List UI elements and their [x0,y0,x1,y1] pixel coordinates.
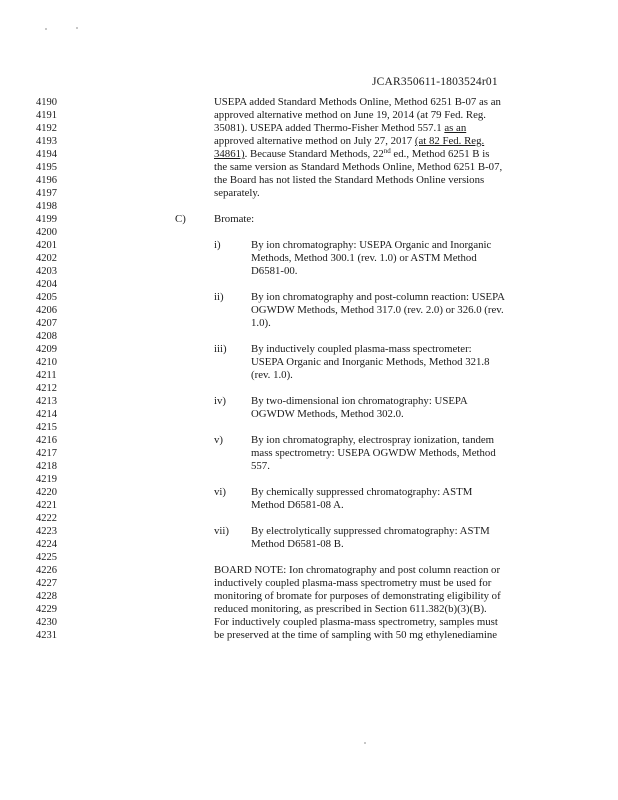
line-number: 4194 [36,149,57,160]
scan-speck [45,28,47,30]
line-number: 4206 [36,305,57,316]
line-number: 4220 [36,487,57,498]
text-line: By inductively coupled plasma-mass spectrometer: [251,343,472,355]
text-line: By two-dimensional ion chromatography: USEPA [251,395,468,407]
text-line: By ion chromatography and post-column reaction: USEPA [251,291,505,303]
text-line: reduced monitoring, as prescribed in Section 611.382(b)(3)(B). [214,603,487,615]
line-number: 4199 [36,214,57,225]
text-span: 35081). USEPA added Thermo-Fisher Method 557.1 [214,122,445,134]
item-label: vii) [214,525,229,537]
line-number: 4227 [36,578,57,589]
text-line: approved alternative method on June 19, 2014 (at 79 Fed. Reg. [214,109,486,121]
line-number: 4223 [36,526,57,537]
line-number: 4229 [36,604,57,615]
line-number: 4203 [36,266,57,277]
text-line [214,122,466,135]
text-line: inductively coupled plasma-mass spectrometry must be used for [214,577,492,589]
line-number: 4214 [36,409,57,420]
line-number: 4211 [36,370,57,381]
text-line [214,135,484,148]
scan-speck [76,27,78,29]
line-number: 4197 [36,188,57,199]
line-number: 4230 [36,617,57,628]
line-number: 4224 [36,539,57,550]
item-label: v) [214,434,223,446]
text-line: By ion chromatography: USEPA Organic and Inorganic [251,239,492,251]
line-number: 4225 [36,552,57,563]
line-number: 4193 [36,136,57,147]
line-number: 4200 [36,227,57,238]
line-number: 4195 [36,162,57,173]
text-line: the Board has not listed the Standard Methods Online versions [214,174,485,186]
line-number: 4218 [36,461,57,472]
section-label: C) [175,213,186,225]
item-label: iii) [214,343,227,355]
text-span: . Because Standard Methods, 22 [244,148,384,160]
line-number: 4217 [36,448,57,459]
text-span: ed., Method 6251 B is [390,148,490,160]
text-line: OGWDW Methods, Method 302.0. [251,408,404,420]
line-number: 4219 [36,474,57,485]
superscript: nd [383,147,391,155]
line-number: 4198 [36,201,57,212]
line-number: 4216 [36,435,57,446]
item-label: iv) [214,395,226,407]
line-number: 4190 [36,97,57,108]
text-line: OGWDW Methods, Method 317.0 (rev. 2.0) or 326.0 (rev. [251,304,504,316]
line-number: 4196 [36,175,57,186]
text-line: Methods, Method 300.1 (rev. 1.0) or ASTM Method [251,252,477,264]
line-number: 4228 [36,591,57,602]
line-number: 4191 [36,110,57,121]
line-number: 4207 [36,318,57,329]
text-line: By chemically suppressed chromatography: ASTM [251,486,473,498]
line-number: 4205 [36,292,57,303]
text-span: approved alternative method on July 27, 2017 [214,135,415,147]
line-number: 4231 [36,630,57,641]
text-line: separately. [214,187,260,199]
line-number: 4213 [36,396,57,407]
item-label: i) [214,239,221,251]
text-line [214,148,489,161]
line-number: 4201 [36,240,57,251]
text-line: USEPA Organic and Inorganic Methods, Method 321.8 [251,356,490,368]
text-line: Method D6581-08 B. [251,538,344,550]
inserted-text: (at 82 Fed. Reg. [414,135,485,147]
text-line: monitoring of bromate for purposes of demonstrating eligibility of [214,590,501,602]
line-number: 4222 [36,513,57,524]
scan-speck [364,742,366,744]
text-line: Method D6581-08 A. [251,499,344,511]
text-line: 557. [251,460,270,472]
line-number: 4202 [36,253,57,264]
item-label: vi) [214,486,226,498]
item-label: ii) [214,291,224,303]
document-id-header: JCAR350611-1803524r01 [372,76,498,88]
text-line: D6581-00. [251,265,298,277]
text-line: For inductively coupled plasma-mass spectrometry, samples must [214,616,498,628]
line-number: 4209 [36,344,57,355]
text-line: 1.0). [251,317,271,329]
text-line: USEPA added Standard Methods Online, Method 6251 B-07 as an [214,96,501,108]
line-number: 4192 [36,123,57,134]
text-line: BOARD NOTE: Ion chromatography and post column reaction or [214,564,501,576]
line-number: 4226 [36,565,57,576]
line-number: 4212 [36,383,57,394]
line-number: 4204 [36,279,57,290]
text-line: By electrolytically suppressed chromatography: ASTM [251,525,490,537]
text-line: mass spectrometry: USEPA OGWDW Methods, Method [251,447,496,459]
text-line: be preserved at the time of sampling with 50 mg ethylenediamine [214,629,498,641]
inserted-text: 34861) [214,148,245,160]
section-title: Bromate: [214,213,255,225]
inserted-text: as an [444,122,467,134]
line-number: 4221 [36,500,57,511]
line-number: 4210 [36,357,57,368]
line-number: 4215 [36,422,57,433]
text-line: the same version as Standard Methods Online, Method 6251 B-07, [214,161,503,173]
text-line: (rev. 1.0). [251,369,293,381]
line-number: 4208 [36,331,57,342]
text-line: By ion chromatography, electrospray ionization, tandem [251,434,495,446]
